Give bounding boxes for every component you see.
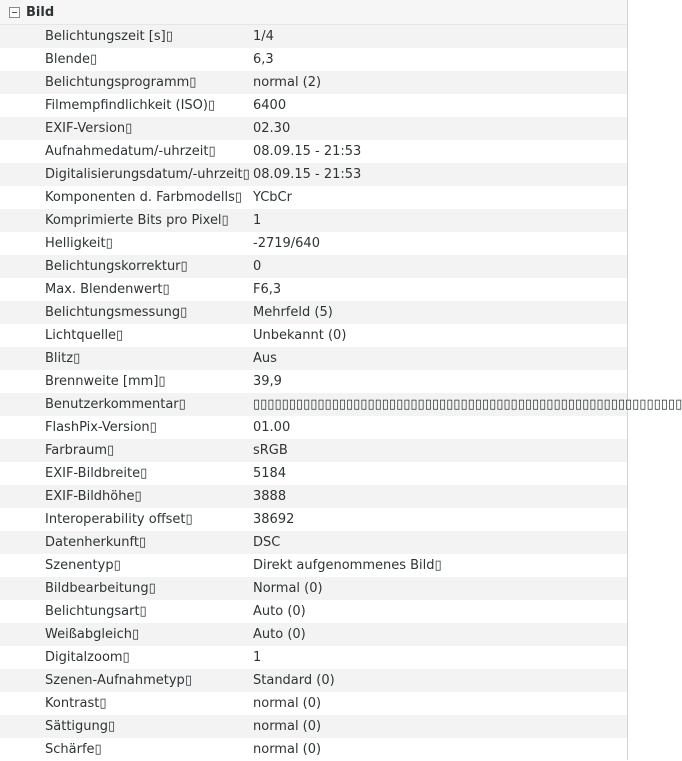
property-value: 5184	[253, 466, 287, 481]
property-value: 01.00	[253, 420, 291, 435]
table-row[interactable]	[0, 25, 627, 48]
property-value: normal (2)	[253, 75, 322, 90]
table-row[interactable]	[0, 623, 627, 646]
table-row[interactable]	[0, 669, 627, 692]
property-key: Komponenten d. Farbmodells▯	[45, 190, 243, 205]
property-value: normal (0)	[253, 696, 322, 711]
property-value: 1	[253, 213, 262, 228]
property-key: Blitz▯	[45, 351, 81, 366]
property-value: DSC	[253, 535, 281, 550]
property-value: Aus	[253, 351, 277, 366]
table-row[interactable]	[0, 140, 627, 163]
table-row[interactable]	[0, 301, 627, 324]
property-value: 6400	[253, 98, 287, 113]
property-key: Belichtungsart▯	[45, 604, 147, 619]
collapse-minus-icon[interactable]	[9, 7, 20, 18]
table-row[interactable]	[0, 485, 627, 508]
property-key: Brennweite [mm]▯	[45, 374, 166, 389]
property-value: -2719/640	[253, 236, 320, 251]
table-row[interactable]	[0, 48, 627, 71]
property-key: Lichtquelle▯	[45, 328, 124, 343]
property-value: Unbekannt (0)	[253, 328, 347, 343]
property-key: Sättigung▯	[45, 719, 116, 734]
table-row[interactable]	[0, 600, 627, 623]
property-key: Belichtungskorrektur▯	[45, 259, 188, 274]
property-key: FlashPix-Version▯	[45, 420, 157, 435]
property-value: 0	[253, 259, 262, 274]
table-row[interactable]	[0, 94, 627, 117]
property-key: EXIF-Version▯	[45, 121, 133, 136]
table-row[interactable]	[0, 71, 627, 94]
property-value: 38692	[253, 512, 295, 527]
table-row[interactable]	[0, 347, 627, 370]
table-row[interactable]	[0, 278, 627, 301]
property-key: Schärfe▯	[45, 742, 102, 757]
table-row[interactable]	[0, 577, 627, 600]
property-key: Filmempfindlichkeit (ISO)▯	[45, 98, 216, 113]
property-value: YCbCr	[253, 190, 292, 205]
table-row[interactable]	[0, 324, 627, 347]
property-value: sRGB	[253, 443, 288, 458]
property-key: Datenherkunft▯	[45, 535, 147, 550]
table-row[interactable]	[0, 531, 627, 554]
property-value: Mehrfeld (5)	[253, 305, 333, 320]
property-key: Farbraum▯	[45, 443, 115, 458]
table-row[interactable]	[0, 117, 627, 140]
table-row[interactable]	[0, 439, 627, 462]
property-key: Belichtungsprogramm▯	[45, 75, 197, 90]
property-key: Kontrast▯	[45, 696, 107, 711]
property-key: Belichtungszeit [s]▯	[45, 29, 173, 44]
property-key: Szenentyp▯	[45, 558, 121, 573]
group-title: Bild	[26, 4, 55, 20]
table-row[interactable]	[0, 255, 627, 278]
property-key: EXIF-Bildbreite▯	[45, 466, 148, 481]
table-row[interactable]	[0, 692, 627, 715]
property-value: 02.30	[253, 121, 291, 136]
table-row[interactable]	[0, 646, 627, 669]
property-key: Belichtungsmessung▯	[45, 305, 188, 320]
property-value: 3888	[253, 489, 287, 504]
property-value: normal (0)	[253, 742, 322, 757]
table-row[interactable]	[0, 209, 627, 232]
property-key: Komprimierte Bits pro Pixel▯	[45, 213, 229, 228]
property-key: Szenen-Aufnahmetyp▯	[45, 673, 192, 688]
property-value: 08.09.15 - 21:53	[253, 167, 362, 182]
property-value: Standard (0)	[253, 673, 335, 688]
table-row[interactable]	[0, 370, 627, 393]
property-key: Bildbearbeitung▯	[45, 581, 156, 596]
property-value: Auto (0)	[253, 627, 306, 642]
property-key: EXIF-Bildhöhe▯	[45, 489, 142, 504]
property-value: 1/4	[253, 29, 274, 44]
property-key: Helligkeit▯	[45, 236, 113, 251]
property-key: Aufnahmedatum/-uhrzeit▯	[45, 144, 216, 159]
property-key: Digitalisierungsdatum/-uhrzeit▯	[45, 167, 250, 182]
table-row[interactable]	[0, 715, 627, 738]
table-row[interactable]	[0, 462, 627, 485]
property-key: Digitalzoom▯	[45, 650, 130, 665]
property-value: Normal (0)	[253, 581, 323, 596]
table-row[interactable]	[0, 416, 627, 439]
property-value: Auto (0)	[253, 604, 306, 619]
table-row[interactable]	[0, 393, 682, 416]
property-key: Blende▯	[45, 52, 98, 67]
table-row[interactable]	[0, 232, 627, 255]
property-value: 1	[253, 650, 262, 665]
property-key: Weißabgleich▯	[45, 627, 140, 642]
group-header-bild[interactable]	[0, 0, 627, 25]
property-value: 08.09.15 - 21:53	[253, 144, 362, 159]
property-rows	[0, 25, 682, 761]
property-value: 6,3	[253, 52, 274, 67]
property-key: Interoperability offset▯	[45, 512, 193, 527]
property-key: Max. Blendenwert▯	[45, 282, 170, 297]
table-row[interactable]	[0, 186, 627, 209]
table-row[interactable]	[0, 163, 627, 186]
property-value: Direkt aufgenommenes Bild▯	[253, 558, 442, 573]
property-key: Benutzerkommentar▯	[45, 397, 186, 412]
table-row[interactable]	[0, 738, 627, 761]
property-value: ▯▯▯▯▯▯▯▯▯▯▯▯▯▯▯▯▯▯▯▯▯▯▯▯▯▯▯▯▯▯▯▯▯▯▯▯▯▯▯▯▯▯▯▯▯▯▯▯▯▯▯▯▯▯▯▯▯▯▯▯	[253, 397, 682, 412]
property-value: normal (0)	[253, 719, 322, 734]
property-value: F6,3	[253, 282, 282, 297]
table-row[interactable]	[0, 554, 627, 577]
property-value: 39,9	[253, 374, 282, 389]
table-row[interactable]	[0, 508, 627, 531]
